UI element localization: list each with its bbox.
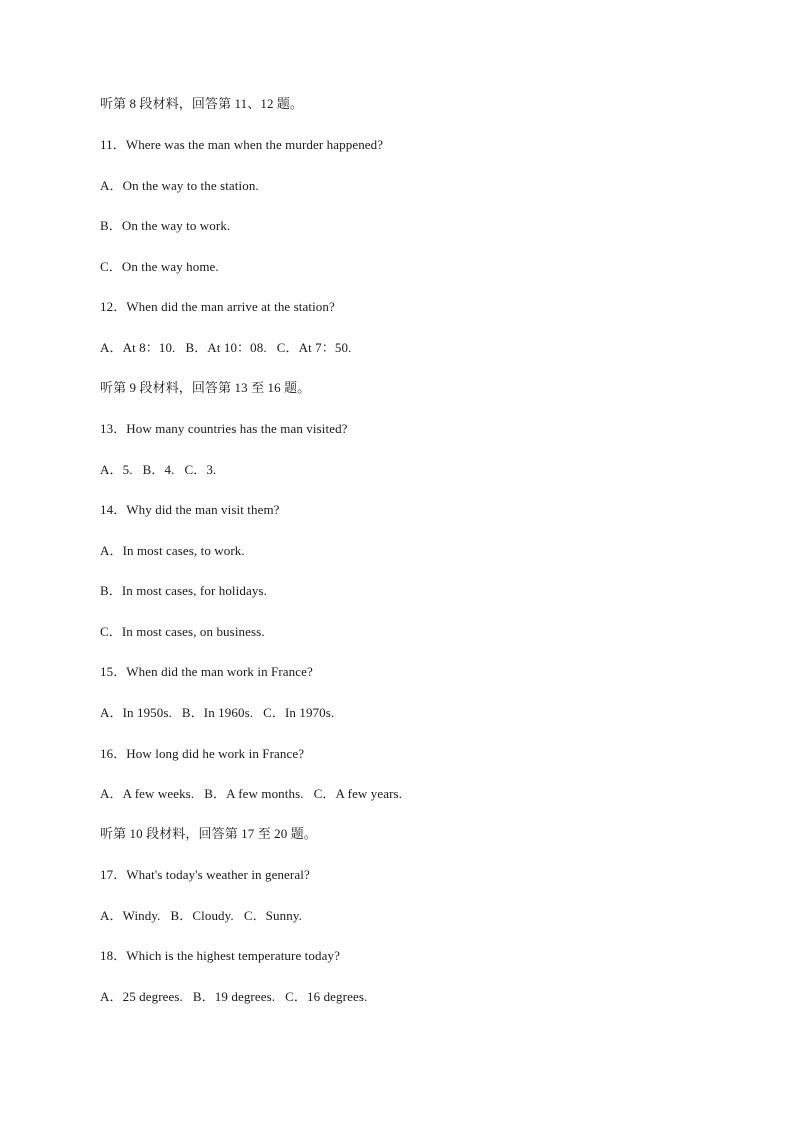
section-instruction-9: 听第 9 段材料，回答第 13 至 16 题。: [100, 380, 311, 395]
options-12: A．At 8：10. B．At 10：08. C．At 7：50.: [100, 340, 352, 355]
options-15: A．In 1950s. B．In 1960s. C．In 1970s.: [100, 705, 335, 720]
option-11-c: C．On the way home.: [100, 259, 219, 274]
option-11-b: B．On the way to work.: [100, 218, 231, 233]
option-11-a: A．On the way to the station.: [100, 178, 259, 193]
options-18: A．25 degrees. B．19 degrees. C．16 degrees.: [100, 989, 368, 1004]
option-14-c: C．In most cases, on business.: [100, 624, 265, 639]
options-17: A．Windy. B．Cloudy. C．Sunny.: [100, 908, 302, 923]
section-instruction-10: 听第 10 段材料，回答第 17 至 20 题。: [100, 826, 317, 841]
question-16: 16．How long did he work in France?: [100, 746, 305, 761]
question-11: 11．Where was the man when the murder happened?: [100, 137, 384, 152]
section-instruction-8: 听第 8 段材料，回答第 11、12 题。: [100, 96, 304, 111]
question-12: 12．When did the man arrive at the station?: [100, 299, 335, 314]
options-13: A．5. B．4. C．3.: [100, 462, 217, 477]
question-14: 14．Why did the man visit them?: [100, 502, 280, 517]
question-13: 13．How many countries has the man visited?: [100, 421, 348, 436]
options-16: A．A few weeks. B．A few months. C．A few years.: [100, 786, 403, 801]
option-14-b: B．In most cases, for holidays.: [100, 583, 267, 598]
question-15: 15．When did the man work in France?: [100, 664, 313, 679]
question-17: 17．What's today's weather in general?: [100, 867, 310, 882]
question-18: 18．Which is the highest temperature today?: [100, 948, 340, 963]
option-14-a: A．In most cases, to work.: [100, 543, 245, 558]
